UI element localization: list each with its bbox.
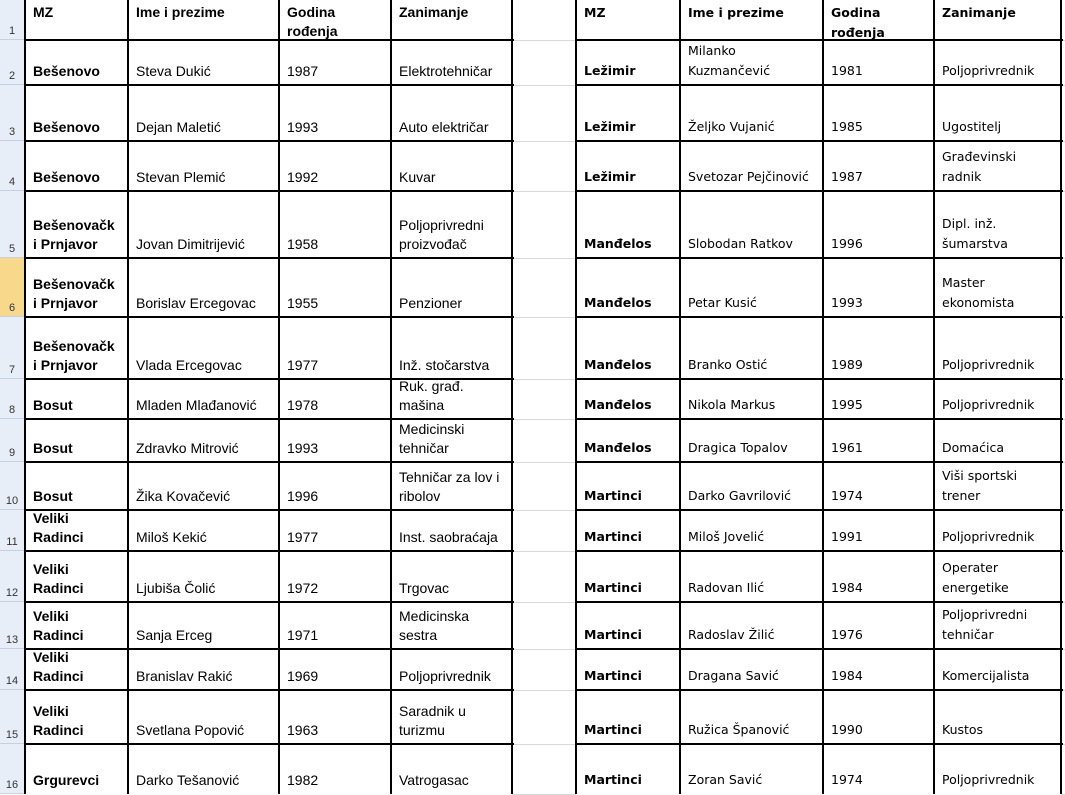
- right-cell-mz[interactable]: Ležimir: [584, 119, 636, 134]
- right-cell-name[interactable]: Dragana Savić: [688, 668, 779, 683]
- left-cell-occupation[interactable]: Trgovac: [399, 580, 450, 596]
- right-cell-birth-year[interactable]: 1987: [831, 169, 863, 184]
- right-cell-birth-year[interactable]: 1984: [831, 580, 863, 595]
- left-cell-birth-year[interactable]: 1978: [287, 397, 319, 413]
- right-cell-name[interactable]: Nikola Markus: [688, 397, 776, 412]
- row-header[interactable]: 7: [0, 317, 25, 379]
- left-cell-birth-year[interactable]: 1963: [287, 722, 319, 738]
- left-cell-name[interactable]: Borislav Ercegovac: [136, 295, 256, 311]
- left-cell-birth-year[interactable]: 1955: [287, 295, 319, 311]
- left-cell-name[interactable]: Ljubiša Čolić: [136, 580, 216, 596]
- left-cell-occupation[interactable]: Vatrogasac: [399, 772, 469, 788]
- right-cell-occupation[interactable]: Operater energetike: [942, 560, 1009, 595]
- right-cell-name[interactable]: Dragica Topalov: [688, 440, 788, 455]
- left-cell-name[interactable]: Dejan Maletić: [136, 119, 221, 135]
- right-cell-name[interactable]: Radoslav Žilić: [688, 627, 775, 642]
- left-cell-name[interactable]: Branislav Rakić: [136, 668, 233, 684]
- right-cell-occupation[interactable]: Master ekonomista: [942, 275, 1015, 310]
- right-cell-birth-year[interactable]: 1974: [831, 772, 863, 787]
- right-cell-mz[interactable]: Martinci: [584, 722, 642, 737]
- row-header[interactable]: 12: [0, 551, 25, 602]
- right-cell-name[interactable]: Zoran Savić: [688, 772, 763, 787]
- left-cell-mz[interactable]: Bosut: [33, 440, 73, 456]
- left-cell-occupation[interactable]: Medicinska sestra: [399, 608, 470, 643]
- row-header[interactable]: 16: [0, 744, 25, 794]
- right-cell-birth-year[interactable]: 1993: [831, 295, 863, 310]
- right-cell-birth-year[interactable]: 1996: [831, 236, 863, 251]
- right-header-occupation[interactable]: Zanimanje: [942, 5, 1016, 20]
- left-cell-birth-year[interactable]: 1969: [287, 668, 319, 684]
- left-cell-name[interactable]: Miloš Kekić: [136, 529, 207, 545]
- left-cell-name[interactable]: Jovan Dimitrijević: [136, 236, 245, 252]
- right-cell-occupation[interactable]: Komercijalista: [942, 668, 1030, 683]
- right-cell-occupation[interactable]: Poljoprivrednik: [942, 397, 1035, 412]
- right-cell-mz[interactable]: Manđelos: [584, 397, 652, 412]
- gap-gridline: [512, 258, 576, 259]
- right-cell-name[interactable]: Slobodan Ratkov: [688, 236, 793, 251]
- right-cell-birth-year[interactable]: 1990: [831, 722, 863, 737]
- left-cell-occupation[interactable]: Tehničar za lov i ribolov: [399, 469, 500, 504]
- right-cell-mz[interactable]: Ležimir: [584, 169, 636, 184]
- right-cell-name[interactable]: Branko Ostić: [688, 357, 768, 372]
- right-header-mz[interactable]: MZ: [584, 5, 606, 20]
- right-cell-name[interactable]: Ružica Španović: [688, 722, 790, 737]
- left-cell-name[interactable]: Svetlana Popović: [136, 722, 245, 738]
- row-header[interactable]: 3: [0, 85, 25, 141]
- gap-gridline: [512, 602, 576, 603]
- left-cell-occupation[interactable]: Penzioner: [399, 295, 463, 311]
- left-cell-birth-year[interactable]: 1982: [287, 772, 319, 788]
- left-cell-occupation[interactable]: Inž. stočarstva: [399, 357, 490, 373]
- left-header-occupation[interactable]: Zanimanje: [399, 4, 469, 20]
- gap-gridline: [512, 744, 576, 745]
- row-header[interactable]: 5: [0, 191, 25, 258]
- left-cell-birth-year[interactable]: 1972: [287, 580, 319, 596]
- left-cell-birth-year[interactable]: 1987: [287, 63, 319, 79]
- right-cell-occupation[interactable]: Ugostitelj: [942, 119, 1002, 134]
- gap-gridline: [512, 419, 576, 420]
- left-cell-birth-year[interactable]: 1996: [287, 488, 319, 504]
- right-cell-name[interactable]: Svetozar Pejčinović: [688, 169, 809, 184]
- gap-gridline: [512, 462, 576, 463]
- right-cell-name[interactable]: Petar Kusić: [688, 295, 757, 310]
- left-cell-occupation[interactable]: Poljoprivredni proizvođač: [399, 217, 484, 252]
- left-cell-occupation[interactable]: Medicinski tehničar: [399, 421, 465, 456]
- left-cell-mz[interactable]: Bešenovačk i Prnjavor: [33, 338, 115, 373]
- left-cell-mz[interactable]: Bešenovačk i Prnjavor: [33, 276, 115, 311]
- left-cell-occupation[interactable]: Poljoprivrednik: [399, 668, 491, 684]
- row-header[interactable]: 9: [0, 419, 25, 462]
- gap-gridline: [512, 85, 576, 86]
- row-header[interactable]: 2: [0, 40, 25, 85]
- left-cell-name[interactable]: Mladen Mlađanović: [136, 397, 257, 413]
- gap-gridline: [512, 40, 576, 41]
- left-header-mz[interactable]: MZ: [33, 4, 54, 20]
- left-cell-mz[interactable]: Bešenovo: [33, 119, 100, 135]
- row-header[interactable]: 1: [0, 0, 25, 40]
- right-cell-birth-year[interactable]: 1976: [831, 627, 863, 642]
- left-cell-name[interactable]: Darko Tešanović: [136, 772, 240, 788]
- row-header[interactable]: 4: [0, 141, 25, 191]
- left-cell-name[interactable]: Sanja Erceg: [136, 627, 213, 643]
- right-cell-occupation[interactable]: Poljoprivredni tehničar: [942, 607, 1028, 642]
- row-header[interactable]: 14: [0, 649, 25, 690]
- row-header[interactable]: 13: [0, 602, 25, 649]
- right-cell-name[interactable]: Darko Gavrilović: [688, 488, 792, 503]
- right-cell-birth-year[interactable]: 1989: [831, 357, 863, 372]
- right-cell-mz[interactable]: Ležimir: [584, 63, 636, 78]
- left-cell-occupation[interactable]: Saradnik u turizmu: [399, 703, 466, 738]
- left-cell-name[interactable]: Steva Dukić: [136, 63, 211, 79]
- right-cell-birth-year[interactable]: 1984: [831, 668, 863, 683]
- left-cell-birth-year[interactable]: 1993: [287, 440, 319, 456]
- right-cell-birth-year[interactable]: 1995: [831, 397, 863, 412]
- gap-gridline: [512, 191, 576, 192]
- right-cell-occupation[interactable]: Kustos: [942, 722, 984, 737]
- left-cell-occupation[interactable]: Inst. saobraćaja: [399, 529, 498, 545]
- row-header[interactable]: 11: [0, 510, 25, 551]
- left-cell-name[interactable]: Stevan Plemić: [136, 169, 226, 185]
- right-cell-birth-year[interactable]: 1985: [831, 119, 863, 134]
- right-cell-name[interactable]: Željko Vujanić: [688, 119, 775, 134]
- right-cell-birth-year[interactable]: 1974: [831, 488, 863, 503]
- right-cell-occupation[interactable]: Poljoprivrednik: [942, 357, 1035, 372]
- right-cell-mz[interactable]: Martinci: [584, 772, 642, 787]
- gap-gridline: [512, 649, 576, 650]
- right-cell-mz[interactable]: Martinci: [584, 580, 642, 595]
- left-cell-birth-year[interactable]: 1977: [287, 529, 319, 545]
- gap-gridline: [512, 551, 576, 552]
- left-cell-mz[interactable]: Veliki Radinci: [33, 608, 84, 643]
- right-cell-mz[interactable]: Martinci: [584, 668, 642, 683]
- gap-gridline: [512, 379, 576, 380]
- right-cell-occupation[interactable]: Poljoprivrednik: [942, 529, 1035, 544]
- right-cell-mz[interactable]: Manđelos: [584, 357, 652, 372]
- gap-gridline: [512, 317, 576, 318]
- left-cell-occupation[interactable]: Elektrotehničar: [399, 63, 493, 79]
- left-cell-birth-year[interactable]: 1992: [287, 169, 319, 185]
- row-header[interactable]: 15: [0, 690, 25, 744]
- right-cell-mz[interactable]: Manđelos: [584, 440, 652, 455]
- right-cell-occupation[interactable]: Domaćica: [942, 440, 1004, 455]
- right-cell-mz[interactable]: Manđelos: [584, 236, 652, 251]
- left-cell-mz[interactable]: Bešenovo: [33, 169, 100, 185]
- right-cell-birth-year[interactable]: 1991: [831, 529, 863, 544]
- right-cell-mz[interactable]: Martinci: [584, 529, 642, 544]
- row-header[interactable]: 10: [0, 462, 25, 510]
- right-cell-occupation[interactable]: Viši sportski trener: [942, 468, 1018, 503]
- left-cell-mz[interactable]: Bosut: [33, 488, 73, 504]
- gap-gridline: [512, 690, 576, 691]
- left-cell-mz[interactable]: Veliki Radinci: [33, 650, 84, 684]
- right-cell-occupation[interactable]: Građevinski radnik: [942, 149, 1017, 184]
- left-header-name[interactable]: Ime i prezime: [136, 4, 225, 20]
- left-cell-mz[interactable]: Veliki Radinci: [33, 703, 84, 738]
- right-cell-mz[interactable]: Martinci: [584, 488, 642, 503]
- row-header[interactable]: 8: [0, 379, 25, 419]
- left-cell-occupation[interactable]: Ruk. građ. mašina: [399, 380, 464, 413]
- row-header[interactable]: 6: [0, 258, 25, 317]
- right-cell-name[interactable]: Radovan Ilić: [688, 580, 765, 595]
- gap-gridline: [512, 141, 576, 142]
- left-cell-mz[interactable]: Bešenovo: [33, 63, 100, 79]
- right-header-name[interactable]: Ime i prezime: [688, 5, 784, 20]
- right-header-birth-year[interactable]: Godina rođenja: [831, 5, 885, 39]
- left-cell-occupation[interactable]: Auto električar: [399, 119, 489, 135]
- left-cell-mz[interactable]: Veliki Radinci: [33, 511, 84, 545]
- left-cell-mz[interactable]: Veliki Radinci: [33, 561, 84, 596]
- right-cell-occupation[interactable]: Poljoprivrednik: [942, 63, 1035, 78]
- right-cell-name[interactable]: Miloš Jovelić: [688, 529, 765, 544]
- left-cell-birth-year[interactable]: 1993: [287, 119, 319, 135]
- left-cell-name[interactable]: Žika Kovačević: [136, 488, 231, 504]
- left-cell-name[interactable]: Vlada Ercegovac: [136, 357, 242, 373]
- right-cell-mz[interactable]: Manđelos: [584, 295, 652, 310]
- left-cell-name[interactable]: Zdravko Mitrović: [136, 440, 239, 456]
- left-cell-mz[interactable]: Bosut: [33, 397, 73, 413]
- gap-gridline: [512, 510, 576, 511]
- left-cell-mz[interactable]: Bešenovačk i Prnjavor: [33, 217, 115, 252]
- left-cell-birth-year[interactable]: 1977: [287, 357, 319, 373]
- right-cell-occupation[interactable]: Dipl. inž. šumarstva: [942, 216, 1008, 251]
- right-cell-birth-year[interactable]: 1961: [831, 440, 863, 455]
- right-cell-birth-year[interactable]: 1981: [831, 63, 863, 78]
- left-header-birth-year[interactable]: Godina rođenja: [287, 4, 338, 39]
- right-cell-name[interactable]: Milanko Kuzmančević: [688, 43, 771, 78]
- right-cell-occupation[interactable]: Poljoprivrednik: [942, 772, 1035, 787]
- left-cell-occupation[interactable]: Kuvar: [399, 169, 436, 185]
- right-cell-mz[interactable]: Martinci: [584, 627, 642, 642]
- left-cell-mz[interactable]: Grgurevci: [33, 772, 100, 788]
- left-cell-birth-year[interactable]: 1958: [287, 236, 319, 252]
- left-cell-birth-year[interactable]: 1971: [287, 627, 319, 643]
